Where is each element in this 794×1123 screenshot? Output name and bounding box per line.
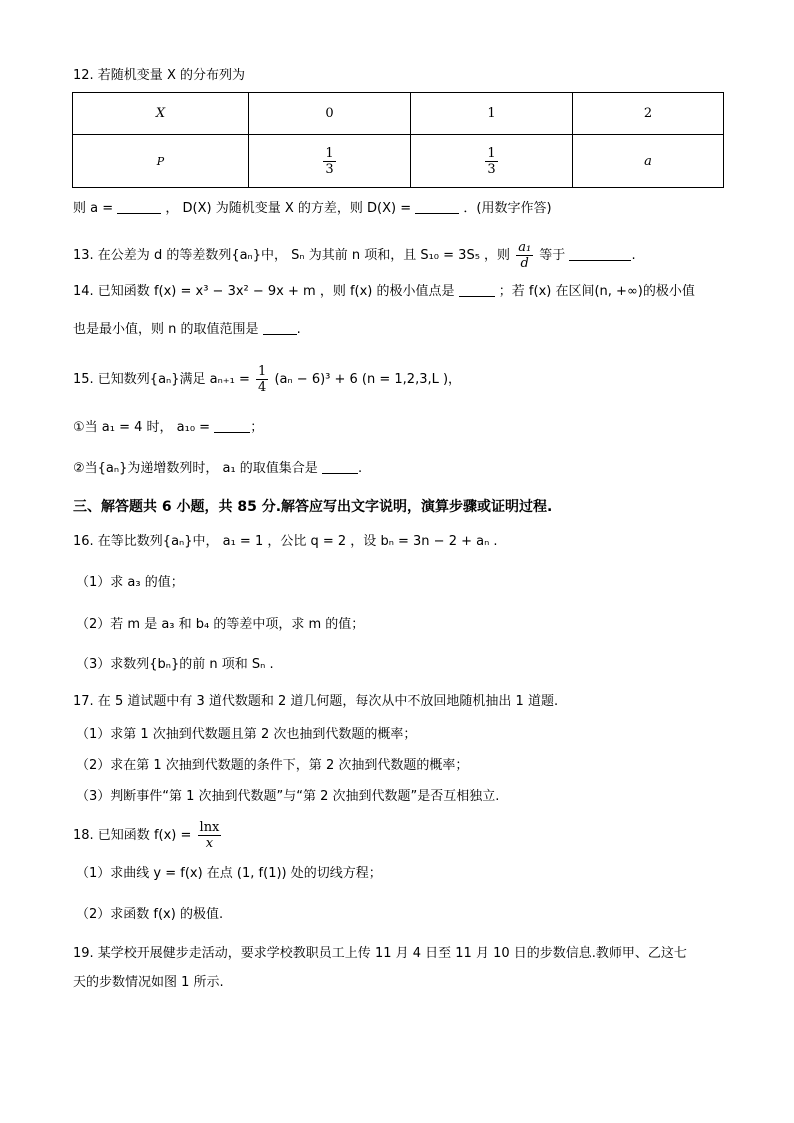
fraction-numerator: lnx: [199, 820, 220, 835]
fraction: [485, 146, 497, 177]
q14-line-1: [73, 282, 695, 302]
q15-text-b: (aₙ − 6)³ + 6 (n = 1,2,3,L )，: [274, 372, 462, 387]
q19-line-1: 19. 某学校开展健步走活动，要求学校教职员工上传 11 月 4 日至 11 月 10 日的步数信息.教师甲、乙这七: [73, 946, 687, 961]
table-header-cell: 0: [249, 93, 411, 135]
answer-blank[interactable]: [322, 459, 358, 474]
q16-part-2: （2）若 m 是 a₃ 和 b₄ 的等差中项，求 m 的值；: [76, 617, 365, 632]
section-heading: 三、解答题共 6 小题，共 85 分.解答应写出文字说明，演算步骤或证明过程.: [73, 499, 553, 515]
q12-text-b: ， D(X) 为随机变量 X 的方差，则 D(X) =: [165, 201, 412, 216]
q13-line: [73, 240, 636, 271]
distribution-table: [72, 92, 724, 188]
table-cell: a: [573, 135, 724, 188]
q18-stem: [73, 820, 223, 851]
table-header-cell: 2: [573, 93, 724, 135]
table-header-cell: X: [73, 93, 249, 135]
q12-intro: 12. 若随机变量 X 的分布列为: [73, 68, 245, 83]
table-cell: [249, 135, 411, 188]
table-row-label: P: [73, 135, 249, 188]
q15-part-2: [73, 459, 362, 479]
answer-blank[interactable]: [117, 199, 161, 214]
q14-text-b: ；若 f(x) 在区间(n, +∞)的极小值: [498, 284, 695, 299]
fraction-numerator: 1: [258, 364, 267, 379]
q15-part2-end: .: [357, 461, 363, 476]
q15-part-1: [73, 418, 263, 438]
fraction-numerator: a₁: [518, 240, 532, 255]
q12-text-a: 则 a =: [73, 201, 114, 216]
q14-end: .: [296, 322, 301, 337]
q16-stem: 16. 在等比数列{aₙ}中， a₁ = 1 ，公比 q = 2 ，设 bₙ = 3n − 2 + aₙ .: [73, 534, 498, 549]
q12-text-c: ．(用数字作答): [463, 201, 552, 216]
q13-text-a: 13. 在公差为 d 的等差数列{aₙ}中， Sₙ 为其前 n 项和，且 S₁₀ = 3S₅ ，则: [73, 248, 511, 263]
answer-blank[interactable]: [459, 282, 495, 297]
q17-part-3: （3）判断事件“第 1 次抽到代数题”与“第 2 次抽到代数题”是否互相独立.: [76, 789, 500, 804]
fraction: [256, 364, 268, 395]
fraction-denominator: x: [205, 836, 214, 851]
q15-part1-text: ①当 a₁ = 4 时， a₁₀ =: [73, 420, 211, 435]
q19-line-2: 天的步数情况如图 1 所示.: [73, 975, 224, 990]
q16-part-3: （3）求数列{bₙ}的前 n 项和 Sₙ .: [76, 657, 274, 672]
q14-line-2: [73, 320, 301, 340]
fraction-numerator: 1: [487, 145, 496, 161]
fraction-denominator: d: [520, 256, 529, 271]
q14-text-a: 14. 已知函数 f(x) = x³ − 3x² − 9x + m ，则 f(x) 的极小值点是: [73, 284, 455, 299]
fraction-denominator: 3: [325, 161, 334, 177]
q17-stem: 17. 在 5 道试题中有 3 道代数题和 2 道几何题，每次从中不放回地随机抽出 1 道题.: [73, 694, 559, 709]
q15-part1-end: ；: [250, 420, 264, 435]
table-row: [73, 93, 724, 135]
q17-part-1: （1）求第 1 次抽到代数题且第 2 次也抽到代数题的概率；: [76, 727, 417, 742]
answer-blank[interactable]: [415, 199, 459, 214]
fraction-numerator: 1: [325, 145, 334, 161]
fraction-denominator: 4: [258, 380, 267, 395]
q16-part-1: （1）求 a₃ 的值；: [76, 575, 184, 590]
fraction: [323, 146, 335, 177]
table-cell: [411, 135, 573, 188]
q12-answer-line: [73, 199, 552, 219]
answer-blank[interactable]: [214, 418, 250, 433]
q15-part2-text: ②当{aₙ}为递增数列时， a₁ 的取值集合是: [73, 461, 318, 476]
q15-text-a: 15. 已知数列{aₙ}满足 aₙ₊₁ =: [73, 372, 250, 387]
q14-text-c: 也是最小值，则 n 的取值范围是: [73, 322, 259, 337]
q13-end: .: [631, 248, 636, 263]
fraction: [198, 820, 222, 851]
q18-part-2: （2）求函数 f(x) 的极值.: [76, 907, 224, 922]
q15-stem: [73, 364, 461, 395]
q18-text: 18. 已知函数 f(x) =: [73, 828, 192, 843]
q17-part-2: （2）求在第 1 次抽到代数题的条件下，第 2 次抽到代数题的概率；: [76, 758, 469, 773]
table-row: [73, 135, 724, 188]
answer-blank[interactable]: [263, 320, 297, 335]
answer-blank[interactable]: [569, 246, 631, 261]
fraction-denominator: 3: [487, 161, 496, 177]
q13-text-b: 等于: [539, 248, 566, 263]
fraction: [516, 240, 533, 271]
table-header-cell: 1: [411, 93, 573, 135]
q18-part-1: （1）求曲线 y = f(x) 在点 (1, f(1)) 处的切线方程；: [76, 866, 382, 881]
